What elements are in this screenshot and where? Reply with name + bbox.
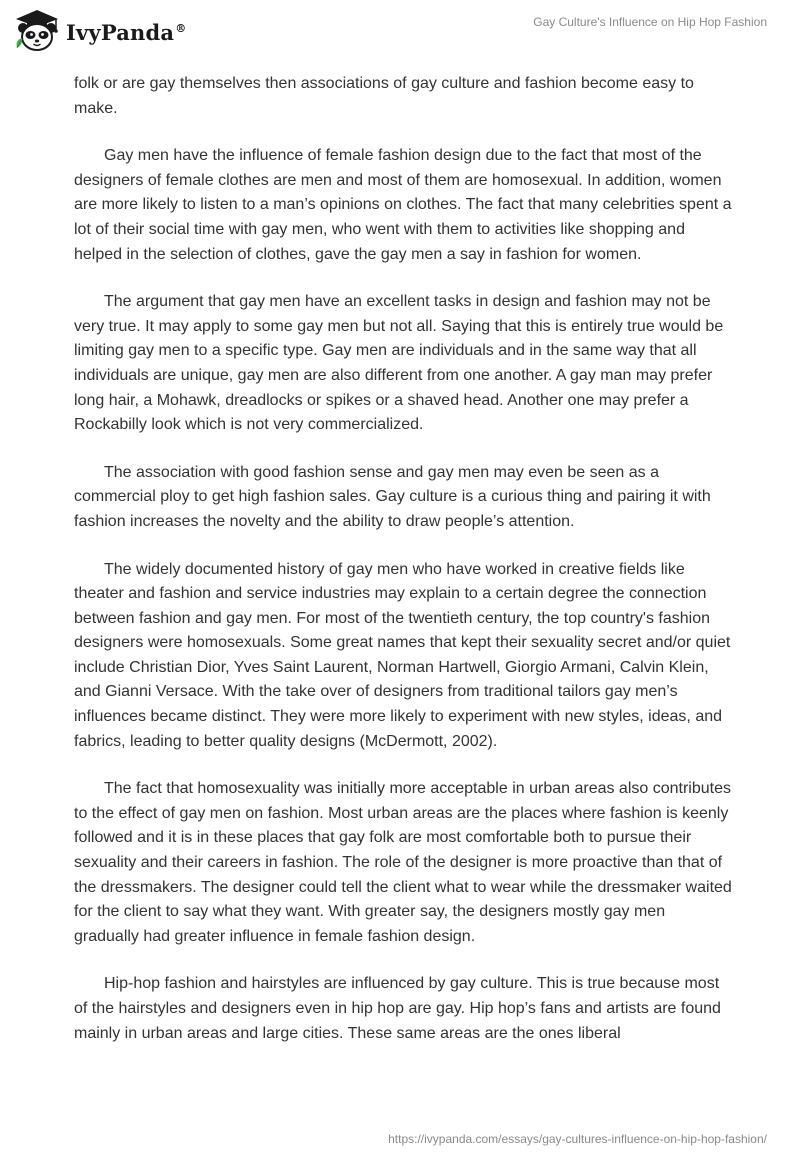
source-url[interactable]: https://ivypanda.com/essays/gay-cultures-influence-on-hip-hop-fashion/ bbox=[388, 1132, 767, 1146]
paragraph: The association with good fashion sense and gay men may even be seen as a commercial ploy to get high fashion sales. Gay culture is a curious thing and pairing it with fashion increases the novelty and the ability to draw people’s attention. bbox=[74, 463, 711, 530]
document-title: Gay Culture's Influence on Hip Hop Fashion bbox=[533, 15, 767, 29]
paragraph: The fact that homosexuality was initially more acceptable in urban areas also contributes to the effect of gay men on fashion. Most urban areas are the places where fashion is keenly followed and it is in these places that gay folk are most comfortable both to pursue their sexuality and their careers in fashion. The role of the designer is more proactive than that of the dressmakers. The designer could tell the client what to wear while the dressmaker waited for the client to say what they want. With greater say, the designers mostly gay men gradually had greater influence in female fashion design. bbox=[74, 780, 732, 945]
paragraph-continued: folk or are gay themselves then associations of gay culture and fashion become easy to make. bbox=[74, 75, 694, 117]
registered-mark: ® bbox=[175, 21, 187, 35]
page-header bbox=[0, 0, 800, 64]
paragraph: The widely documented history of gay men who have worked in creative fields like theater and fashion and service industries may explain to a certain degree the connection between fashion and gay men. For most of the twentieth century, the top country's fashion designers were homosexuals. Some great names that kept their sexuality secret and/or quiet include Christian Dior, Yves Saint Laurent, Norman Hartwell, Giorgio Armani, Calvin Klein, and Gianni Versace. With the take over of designers from traditional tailors gay men’s influences became distinct. They were more likely to experiment with new styles, ideas, and fabrics, leading to better quality designs (McDermott, 2002). bbox=[74, 560, 731, 750]
paragraph: The argument that gay men have an excellent tasks in design and fashion may not be very true. It may apply to some gay men but not all. Saying that this is entirely true would be limiting gay men to a specific type. Gay men are individuals and in the same way that all individuals are unique, gay men are also different from one another. A gay man may prefer long hair, a Mohawk, dreadlocks or spikes or a shaved head. Another one may prefer a Rockabilly look which is not very commercialized. bbox=[74, 293, 724, 434]
panda-mascot-icon bbox=[14, 8, 60, 54]
brand-logo[interactable] bbox=[14, 8, 186, 54]
paragraph: Gay men have the influence of female fashion design due to the fact that most of the designers of female clothes are men and most of them are homosexual. In addition, women are more likely to listen to a man’s opinions on clothes. The fact that many celebrities spent a lot of their social time with gay men, who went with them to activities like shopping and helped in the selection of clothes, gave the gay men a say in fashion for women. bbox=[74, 147, 732, 263]
paragraph: Hip-hop fashion and hairstyles are influenced by gay culture. This is true because most of the hairstyles and designers even in hip hop are gay. Hip hop’s fans and artists are found mainly in urban areas and large cities. These same areas are the ones liberal bbox=[74, 975, 721, 1042]
brand-name: IvyPanda® bbox=[66, 19, 187, 45]
essay-body bbox=[74, 72, 734, 1069]
